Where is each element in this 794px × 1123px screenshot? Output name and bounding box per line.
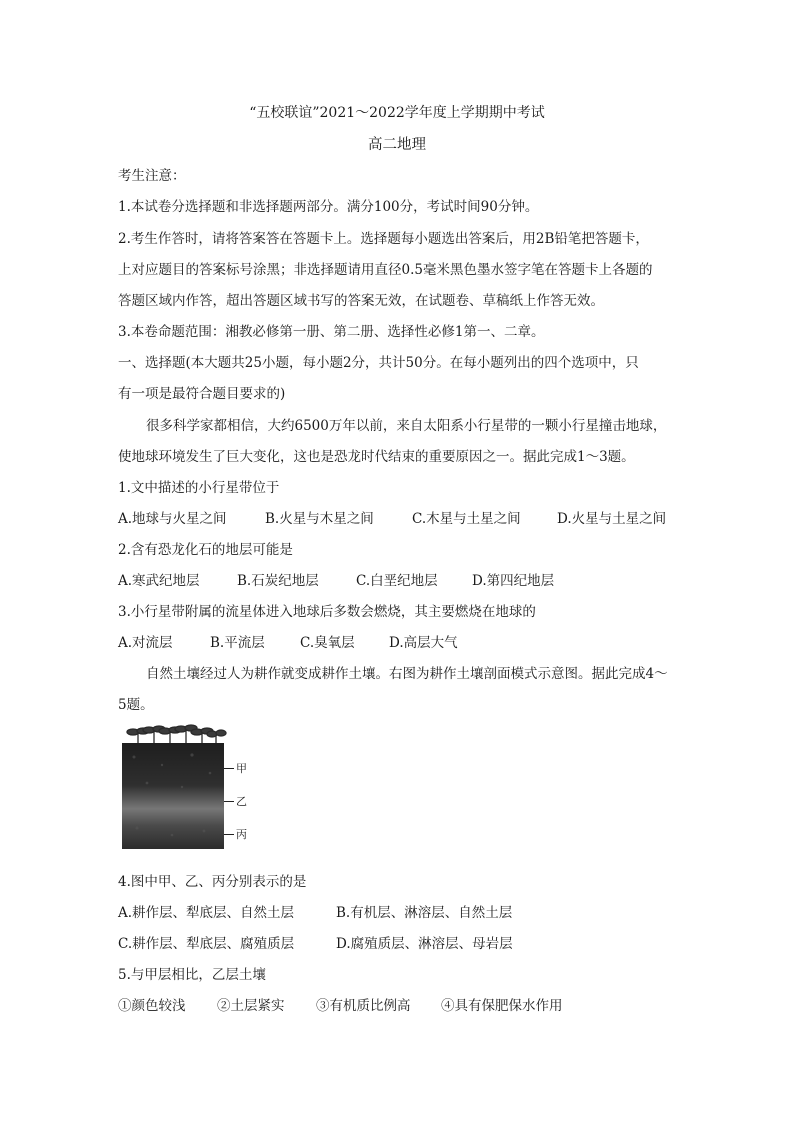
notice-line: 上对应题目的答案标号涂黑；非选择题请用直径0.5毫米黑色墨水签字笔在答题卡上各题的 (118, 262, 653, 278)
passage-line: 很多科学家都相信，大约6500万年以前，来自太阳系小行星带的一颗小行星撞击地球， (146, 418, 667, 434)
passage-line: 5题。 (118, 697, 154, 713)
layer-label: 乙 (236, 795, 247, 808)
option-d: D.高层大气 (389, 635, 458, 651)
statement-2: ②土层紧实 (217, 998, 285, 1014)
question-stem: 1.文中描述的小行星带位于 (118, 480, 280, 496)
option-c: C.白垩纪地层 (356, 573, 438, 589)
option-d: D.火星与土星之间 (557, 511, 667, 527)
option-a: A.寒武纪地层 (118, 573, 200, 589)
soil-block-image (122, 743, 224, 849)
section-heading: 有一项是最符合题目要求的) (118, 386, 286, 402)
question-stem: 4.图中甲、乙、丙分别表示的是 (118, 874, 307, 890)
soil-profile-figure (118, 723, 258, 851)
section-heading: 一、选择题(本大题共25小题，每小题2分，共计50分。在每小题列出的四个选项中，只 (118, 355, 639, 371)
layer-label: 丙 (236, 828, 247, 841)
option-a: A.地球与火星之间 (118, 511, 227, 527)
notice-line: 3.本卷命题范围：湘教必修第一册、第二册、选择性必修1第一、二章。 (118, 324, 545, 340)
notice-heading: 考生注意： (118, 168, 186, 184)
option-b: B.火星与木星之间 (265, 511, 374, 527)
option-a: A.耕作层、犁底层、自然土层 (118, 905, 295, 921)
leader-line (224, 768, 234, 769)
option-d: D.腐殖质层、淋溶层、母岩层 (336, 936, 513, 952)
option-b: B.有机层、淋溶层、自然土层 (336, 905, 513, 921)
passage-line: 使地球环境发生了巨大变化，这也是恐龙时代结束的重要原因之一。据此完成1～3题。 (118, 449, 635, 465)
option-c: C.臭氧层 (300, 635, 355, 651)
statement-4: ④具有保肥保水作用 (441, 998, 563, 1014)
option-a: A.对流层 (118, 635, 173, 651)
statement-1: ①颜色较浅 (118, 998, 186, 1014)
option-b: B.石炭纪地层 (237, 573, 319, 589)
question-stem: 2.含有恐龙化石的地层可能是 (118, 542, 293, 558)
leader-line (224, 834, 234, 835)
question-stem: 3.小行星带附属的流星体进入地球后多数会燃烧，其主要燃烧在地球的 (118, 604, 536, 620)
notice-line: 1.本试卷分选择题和非选择题两部分。满分100分，考试时间90分钟。 (118, 199, 539, 215)
question-stem: 5.与甲层相比，乙层土壤 (118, 967, 266, 983)
passage-line: 自然土壤经过人为耕作就变成耕作土壤。右图为耕作土壤剖面模式示意图。据此完成4～ (146, 666, 668, 682)
statement-3: ③有机质比例高 (316, 998, 411, 1014)
option-d: D.第四纪地层 (472, 573, 555, 589)
notice-line: 答题区域内作答，超出答题区域书写的答案无效，在试题卷、草稿纸上作答无效。 (118, 293, 604, 309)
option-c: C.木星与土星之间 (412, 511, 521, 527)
exam-title: “五校联谊”2021～2022学年度上学期期中考试 (249, 105, 545, 121)
exam-subject: 高二地理 (368, 137, 426, 153)
layer-label: 甲 (236, 762, 247, 775)
leader-line (224, 801, 234, 802)
notice-line: 2.考生作答时，请将答案答在答题卡上。选择题每小题选出答案后，用2B铅笔把答题卡， (118, 231, 649, 247)
option-b: B.平流层 (210, 635, 265, 651)
option-c: C.耕作层、犁底层、腐殖质层 (118, 936, 295, 952)
